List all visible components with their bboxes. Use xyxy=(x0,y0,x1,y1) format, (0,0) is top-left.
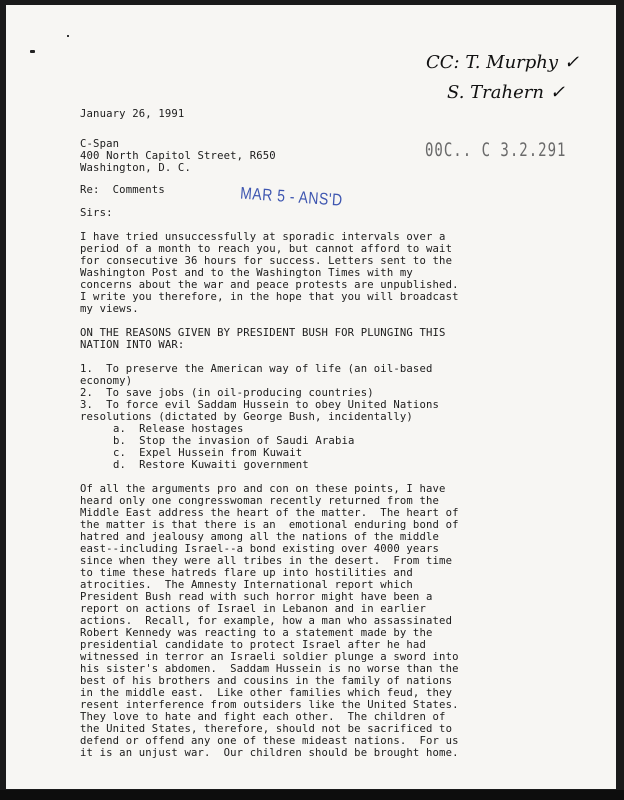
check-mark-icon: ✓ xyxy=(564,52,580,73)
ink-speck xyxy=(67,35,69,37)
text-line: since when they were all tribes in the desert. From time xyxy=(80,555,453,567)
text-line: his sister's abdomen. Saddam Hussein is no worse than the xyxy=(80,663,459,675)
text-line: resent interference from outsiders like the United States. xyxy=(80,699,459,711)
text-line: atrocities. The Amnesty International report which xyxy=(80,579,413,591)
sub-list-item: a. Release hostages xyxy=(113,423,244,435)
recipient-city: Washington, D. C. xyxy=(80,162,191,174)
salutation: Sirs: xyxy=(80,207,113,219)
list-item: economy) xyxy=(80,375,133,387)
text-line: heard only one congresswoman recently returned from the xyxy=(80,495,440,507)
text-line: Robert Kennedy was reacting to a statement made by the xyxy=(80,627,433,639)
list-item: 1. To preserve the American way of life (an oil-based xyxy=(80,363,433,375)
text-line: east--including Israel--a bond existing over 4000 years xyxy=(80,543,440,555)
check-mark-icon: ✓ xyxy=(549,82,566,103)
cc-handwritten-line1: CC: T. Murphy ✓ xyxy=(426,52,580,73)
recipient-street: 400 North Capitol Street, R650 xyxy=(80,150,276,162)
text-line: for consecutive 36 hours for success. Letters sent to the xyxy=(80,255,453,267)
cc-handwritten-line2: S. Trahern ✓ xyxy=(447,82,566,103)
received-date-stamp: MAR 5 - ANS'D xyxy=(239,183,344,210)
list-item: 2. To save jobs (in oil-producing countries) xyxy=(80,387,374,399)
text-line: Of all the arguments pro and con on these points, I have xyxy=(80,483,446,495)
text-line: my views. xyxy=(80,303,139,315)
text-line: hatred and jealousy among all the nations of the middle xyxy=(80,531,440,543)
text-line: it is an unjust war. Our children should be brought home. xyxy=(80,747,459,759)
ink-mark xyxy=(30,50,35,53)
text-line: I have tried unsuccessfully at sporadic intervals over a xyxy=(80,231,446,243)
text-line: defend or offend any one of these mideast nations. For us xyxy=(80,735,459,747)
text-line: concerns about the war and peace protests are unpublished. xyxy=(80,279,459,291)
recipient-name: C-Span xyxy=(80,138,120,150)
text-line: presidential candidate to protect Israel after he had xyxy=(80,639,426,651)
scan-border xyxy=(0,790,624,800)
list-item: 3. To force evil Saddam Hussein to obey United Nations xyxy=(80,399,440,411)
heading-line: NATION INTO WAR: xyxy=(80,339,185,351)
sub-list-item: b. Stop the invasion of Saudi Arabia xyxy=(113,435,355,447)
subject-line: Re: Comments xyxy=(80,184,165,196)
document-number-stamp: 00C.. C 3.2.291 xyxy=(425,140,567,162)
text-line: witnessed in terror an Israeli soldier plunge a sword into xyxy=(80,651,459,663)
text-line: Washington Post and to the Washington Times with my xyxy=(80,267,413,279)
text-line: Middle East address the heart of the matter. The heart of xyxy=(80,507,459,519)
text-line: to time these hatreds flare up into hostilities and xyxy=(80,567,413,579)
text-line: the United States, therefore, should not be sacrificed to xyxy=(80,723,453,735)
heading-line: ON THE REASONS GIVEN BY PRESIDENT BUSH FOR PLUNGING THIS xyxy=(80,327,446,339)
text-line: I write you therefore, in the hope that you will broadcast xyxy=(80,291,459,303)
list-item: resolutions (dictated by George Bush, incidentally) xyxy=(80,411,413,423)
text-line: in the middle east. Like other families which feud, they xyxy=(80,687,453,699)
letter-date: January 26, 1991 xyxy=(80,108,185,120)
text-line: actions. Recall, for example, how a man who assassinated xyxy=(80,615,453,627)
text-line: President Bush read with such horror might have been a xyxy=(80,591,433,603)
text-line: period of a month to reach you, but cannot afford to wait xyxy=(80,243,453,255)
text-line: the matter is that there is an emotional enduring bond of xyxy=(80,519,459,531)
sub-list-item: d. Restore Kuwaiti government xyxy=(113,459,309,471)
text-line: best of his brothers and cousins in the family of nations xyxy=(80,675,453,687)
text-line: They love to hate and fight each other. The children of xyxy=(80,711,446,723)
text-line: report on actions of Israel in Lebanon and in earlier xyxy=(80,603,426,615)
sub-list-item: c. Expel Hussein from Kuwait xyxy=(113,447,303,459)
